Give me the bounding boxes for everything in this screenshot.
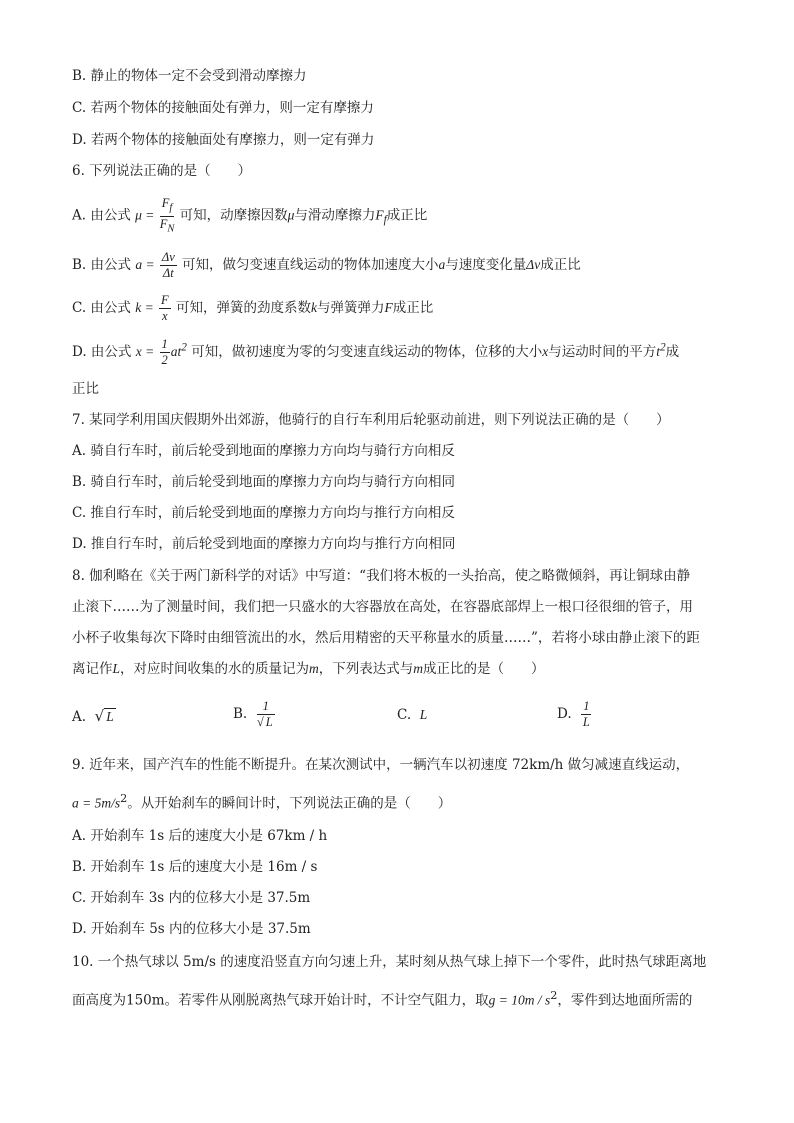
q8-option-c — [397, 707, 427, 723]
option-text: 可知，弹簧的劲度系数 — [175, 300, 311, 316]
option-text: 可知，动摩擦因数 — [179, 207, 288, 224]
q6-option-a — [72, 196, 427, 236]
q8-stem-line-1: 8. 伽利略在《关于两门新科学的对话》中写道：“我们将木板的一头抬高，使之略微倾斜，再让铜球由静 — [72, 568, 691, 584]
formula-lhs: a = — [135, 257, 155, 272]
subscript: N — [167, 223, 175, 234]
superscript: 2 — [659, 341, 666, 354]
option-text: 成 — [665, 344, 680, 360]
option-text: 与滑动摩擦力 — [294, 207, 376, 224]
fraction-numerator: 1 — [161, 337, 168, 351]
fraction-denominator: x — [162, 309, 168, 323]
stem-text: 面高度为 — [72, 992, 126, 1009]
q8-option-b — [233, 699, 276, 730]
superscript: 2 — [120, 792, 128, 805]
q7-option-b: B. 骑自行车时，前后轮受到地面的摩擦力方向均与骑行方向相同 — [72, 474, 456, 490]
variable: x — [542, 344, 549, 359]
option-text: 与速度变化量 — [445, 257, 527, 273]
fraction — [581, 699, 591, 730]
q7-stem: 7. 某同学利用国庆假期外出郊游，他骑行的自行车利用后轮驱动前进，则下列说法正确的是（ ） — [72, 412, 670, 428]
q10-stem-line-1: 10. 一个热气球以 5m/s 的速度沿竖直方向匀速上升，某时刻从热气球上掉下一个零件，此时热气球距离地 — [72, 954, 707, 970]
stem-text: ，对应时间收集的水的质量记为 — [120, 661, 310, 677]
fraction-numerator: 1 — [257, 699, 275, 715]
q8-stem-line-2: 止滚下……为了测量时间，我们把一只盛水的大容器放在高处，在容器底部焊上一根口径很细的管子，用 — [72, 599, 693, 615]
variable: F — [375, 207, 384, 223]
fraction-numerator: F — [161, 293, 169, 307]
q8-option-d — [557, 699, 592, 730]
variable: L — [112, 661, 121, 676]
q6-option-d — [72, 337, 679, 368]
subscript: f — [383, 214, 387, 227]
fraction — [159, 293, 171, 324]
variable: m — [309, 661, 319, 676]
variable: F — [384, 300, 393, 315]
option-text: A. 由公式 — [72, 207, 131, 224]
formula-lhs: x = — [135, 344, 155, 359]
superscript: 2 — [550, 989, 558, 1002]
variable: t — [656, 344, 660, 359]
q10-stem-line-2 — [72, 987, 692, 1010]
option-label: C. — [397, 707, 412, 723]
option-text: 成正比 — [540, 257, 581, 273]
option-text: 成正比 — [386, 207, 428, 224]
option-text: 与运动时间的平方 — [548, 344, 657, 360]
fraction-denominator: F — [159, 216, 168, 231]
fraction-denominator: L — [582, 715, 590, 729]
stem-text: 成正比的是（ ） — [423, 661, 545, 677]
fraction-numerator: Δv — [161, 250, 175, 264]
superscript: 2 — [181, 341, 187, 354]
option-label: A. — [72, 709, 87, 725]
variable: k — [310, 300, 317, 315]
fraction — [160, 250, 177, 281]
q7-option-c: C. 推自行车时，前后轮受到地面的摩擦力方向均与推行方向相反 — [72, 505, 455, 521]
q5-option-b: B. 静止的物体一定不会受到滑动摩擦力 — [72, 68, 307, 84]
option-label: D. — [557, 706, 572, 722]
formula: a = 5m/s — [72, 795, 121, 811]
q9-option-a: A. 开始刹车 1s 后的速度大小是 67km / h — [72, 828, 328, 844]
formula: g = 10m / s — [488, 992, 551, 1008]
q5-option-d: D. 若两个物体的接触面处有摩擦力，则一定有弹力 — [72, 132, 375, 148]
subscript: f — [169, 202, 173, 214]
q5-option-c: C. 若两个物体的接触面处有弹力，则一定有摩擦力 — [72, 100, 374, 116]
fraction: $\frac{1}{√ L}$ — [256, 699, 273, 729]
option-text: 可知，做初速度为零的匀变速直线运动的物体，位移的大小 — [191, 344, 543, 360]
q7-option-d: D. 推自行车时，前后轮受到地面的摩擦力方向均与推行方向相同 — [72, 536, 456, 552]
option-label: B. — [233, 706, 248, 722]
variable: L — [419, 707, 428, 722]
fraction-denominator: 2 — [161, 353, 168, 367]
option-text: D. 由公式 — [72, 344, 132, 360]
q9-option-c: C. 开始刹车 3s 内的位移大小是 37.5m — [72, 890, 311, 906]
stem-text: 。从开始刹车的瞬间计时，下列说法正确的是（ ） — [127, 795, 452, 812]
stem-text: ，零件到达地面所需的 — [557, 992, 693, 1009]
variable: Δv — [526, 257, 541, 272]
q9-stem-line-1: 9. 近年来，国产汽车的性能不断提升。在某次测试中，一辆汽车以初速度 72km/h 做匀减速直线运动， — [72, 757, 690, 773]
fraction — [160, 196, 175, 236]
stem-text: ，下列表达式与 — [318, 661, 414, 677]
q8-option-a: A. √ L — [72, 707, 114, 725]
fraction-denominator: Δt — [162, 266, 174, 280]
q8-stem-line-3: 小杯子收集每次下降时由细管流出的水，然后用精密的天平称量水的质量……”，若将小球由静止滚下的距 — [72, 630, 700, 646]
fraction — [160, 337, 170, 368]
q6-option-b — [72, 250, 581, 281]
q8-stem-line-4 — [72, 660, 545, 678]
option-text: C. 由公式 — [72, 300, 131, 316]
option-text: B. 由公式 — [72, 257, 132, 273]
q9-option-d: D. 开始刹车 5s 内的位移大小是 37.5m — [72, 921, 311, 937]
value: 150m — [126, 992, 165, 1009]
stem-text: 。若零件从刚脱离热气球开始计时，不计空气阻力，取 — [164, 992, 489, 1009]
formula-rhs: at — [170, 344, 182, 359]
stem-text: 离记作 — [72, 661, 113, 677]
fraction-numerator: 1 — [583, 699, 590, 713]
radicand: L — [265, 715, 273, 729]
option-text: 与弹簧弹力 — [316, 300, 385, 316]
q6-stem: 6. 下列说法正确的是（ ） — [72, 163, 252, 179]
fraction-numerator: F — [161, 196, 170, 210]
option-text: 可知，做匀变速直线运动的物体加速度大小 — [182, 257, 439, 273]
formula-lhs: k = — [135, 300, 154, 315]
q7-option-a: A. 骑自行车时，前后轮受到地面的摩擦力方向均与骑行方向相反 — [72, 443, 455, 459]
q6-option-c — [72, 293, 433, 324]
q6-option-d-continued: 正比 — [72, 381, 99, 397]
q9-option-b: B. 开始刹车 1s 后的速度大小是 16m / s — [72, 859, 318, 875]
variable: m — [413, 661, 424, 676]
q9-stem-line-2 — [72, 790, 451, 813]
formula-lhs: μ = — [135, 207, 155, 223]
variable: μ — [287, 207, 295, 223]
option-text: 成正比 — [392, 300, 434, 316]
variable: a — [438, 257, 446, 272]
radicand: L — [106, 709, 114, 724]
